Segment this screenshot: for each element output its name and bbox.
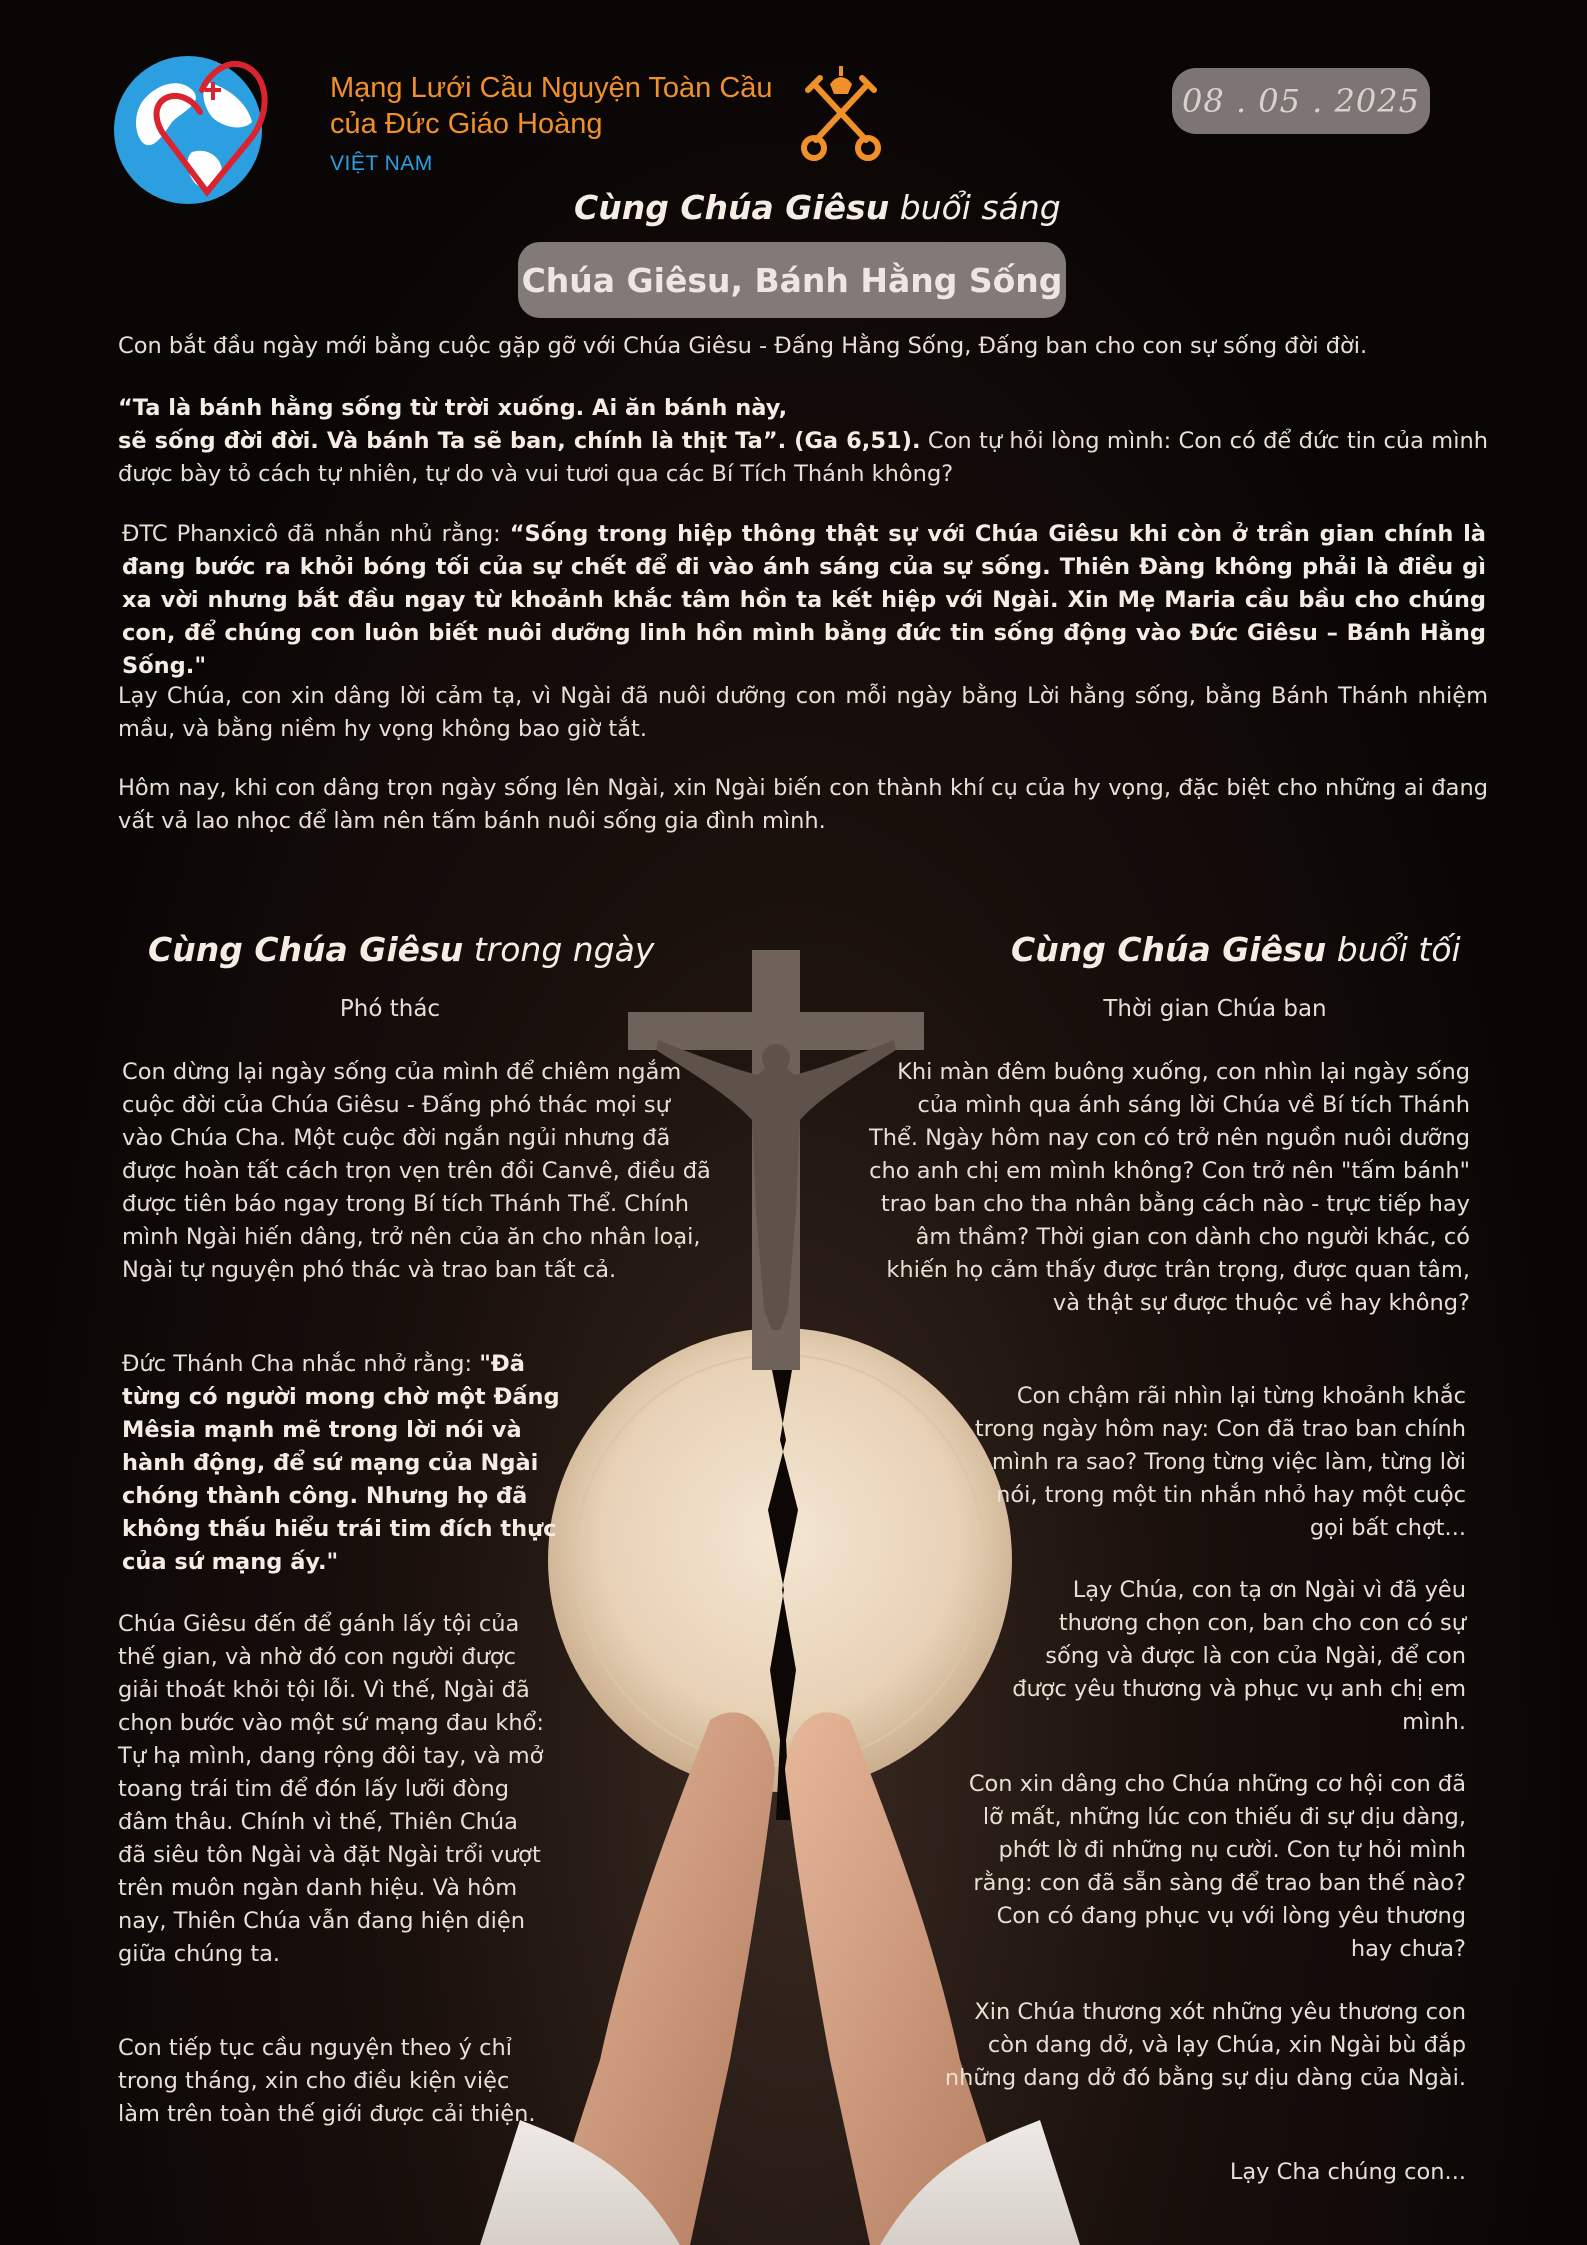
- morning-pope-quote: “Sống trong hiệp thông thật sự với Chúa Giêsu khi còn ở trần gian chính là đang bước ra khỏi bóng tối của sự chết để đi vào ánh sáng của sự sống. Thiên Đàng không phải là điều gì xa vời nhưng bắt đầu ngay từ khoảnh khắc tâm hồn ta kết hiệp với Ngài. Xin Mẹ Maria cầu bầu cho chúng con, để chúng con luôn biết nuôi dưỡng linh hồn mình bằng đức tin sống động vào Đức Giêsu – Bánh Hằng Sống.": [122, 521, 1486, 679]
- morning-pope-intro: ĐTC Phanxicô đã nhắn nhủ rằng:: [122, 521, 501, 547]
- day-p2-quote: "Đã từng có người mong chờ một Đấng Mêsia mạnh mẽ trong lời nói và hành động, để sứ mạng của Ngài chóng thành công. Nhưng họ đã không thấu hiểu trái tim đích thực của sứ mạng ấy.": [122, 1351, 560, 1575]
- morning-intro: Con bắt đầu ngày mới bằng cuộc gặp gỡ với Chúa Giêsu - Đấng Hằng Sống, Đấng ban cho con sự sống đời đời.: [118, 333, 1368, 359]
- org-title-line2: của Đức Giáo Hoàng: [330, 108, 603, 140]
- day-p3: Chúa Giêsu đến để gánh lấy tội của thế gian, và nhờ đó con người được giải thoát khỏi tội lỗi. Vì thế, Ngài đã chọn bước vào một sứ mạng đau khổ: Tự hạ mình, dang rộng đôi tay, và mở toang trái tim để đón lấy lưỡi đòng đâm thâu. Chính vì thế, Thiên Chúa đã siêu tôn Ngài và đặt Ngài trổi vượt trên muôn ngàn danh hiệu. Và hôm nay, Thiên Chúa vẫn đang hiện diện giữa chúng ta.: [118, 1611, 544, 1967]
- evening-closing: Lạy Cha chúng con...: [1229, 2159, 1466, 2185]
- papal-keys-icon: [800, 66, 882, 162]
- org-title-line1: Mạng Lưới Cầu Nguyện Toàn Cầu: [330, 72, 773, 104]
- morning-prayer1: Lạy Chúa, con xin dâng lời cảm tạ, vì Ngài đã nuôi dưỡng con mỗi ngày bằng Lời hằng sống, bằng Bánh Thánh nhiệm mầu, và bằng niềm hy vọng không bao giờ tắt.: [118, 683, 1488, 742]
- day-p4: Con tiếp tục cầu nguyện theo ý chỉ trong tháng, xin cho điều kiện việc làm trên toàn thế giới được cải thiện.: [118, 2035, 536, 2127]
- day-subtitle: Phó thác: [339, 996, 441, 1022]
- day-p1: Con dừng lại ngày sống của mình để chiêm ngắm cuộc đời của Chúa Giêsu - Đấng phó thác mọi sự vào Chúa Cha. Một cuộc đời ngắn ngủi nhưng đã được hoàn tất cách trọn vẹn trên đồi Canvê, điều đã được tiên báo ngay trong Bí tích Thánh Thể. Chính mình Ngài hiến dâng, trở nên của ăn cho nhân loại, Ngài tự nguyện phó thác và trao ban tất cả.: [122, 1059, 711, 1283]
- theme-pill: Chúa Giêsu, Bánh Hằng Sống: [518, 242, 1066, 318]
- morning-prayer2: Hôm nay, khi con dâng trọn ngày sống lên Ngài, xin Ngài biến con thành khí cụ của hy vọng, đặc biệt cho những ai đang vất vả lao nhọc để làm nên tấm bánh nuôi sống gia đình mình.: [118, 775, 1488, 834]
- morning-heading: [574, 188, 1061, 227]
- evening-heading-bold: Cùng Chúa Giêsu: [1011, 930, 1327, 969]
- day-heading: [148, 930, 654, 969]
- day-p2-intro: Đức Thánh Cha nhắc nhở rằng:: [122, 1351, 473, 1377]
- evening-p3: Lạy Chúa, con tạ ơn Ngài vì đã yêu thương chọn con, ban cho con có sự sống và được là con của Ngài, để con được yêu thương và phục vụ anh chị em mình.: [1012, 1577, 1466, 1735]
- morning-quote-after: Con tự hỏi lòng mình: Con có để đức tin của mình được bày tỏ cách tự nhiên, tự do và vui tươi qua các Bí Tích Thánh không?: [118, 428, 1488, 487]
- morning-heading-bold: Cùng Chúa Giêsu: [574, 188, 890, 227]
- evening-p5: Xin Chúa thương xót những yêu thương con còn dang dở, và lạy Chúa, xin Ngài bù đắp những dang dở đó bằng sự dịu dàng của Ngài.: [944, 1999, 1466, 2091]
- evening-heading-rest: buổi tối: [1336, 930, 1461, 969]
- globe-heart-logo: [112, 42, 284, 214]
- morning-pope-paragraph: [122, 518, 1486, 683]
- morning-quote-line1: “Ta là bánh hằng sống từ trời xuống. Ai ăn bánh này,: [118, 395, 788, 421]
- org-country: VIỆT NAM: [330, 152, 433, 175]
- evening-p1: Khi màn đêm buông xuống, con nhìn lại ngày sống của mình qua ánh sáng lời Chúa về Bí tích Thánh Thể. Ngày hôm nay con có trở nên nguồn nuôi dưỡng cho anh chị em mình không? Con trở nên "tấm bánh" trao ban cho tha nhân bằng cách nào - trực tiếp hay âm thầm? Thời gian con dành cho người khác, có khiến họ cảm thấy được trân trọng, được quan tâm, và thật sự được thuộc về hay không?: [869, 1059, 1470, 1316]
- org-title: [330, 70, 773, 142]
- day-p2: [122, 1348, 562, 1579]
- day-heading-bold: Cùng Chúa Giêsu: [148, 930, 464, 969]
- date-badge: 08 . 05 . 2025: [1172, 68, 1430, 134]
- evening-subtitle: Thời gian Chúa ban: [1103, 996, 1327, 1022]
- day-heading-rest: trong ngày: [473, 930, 655, 969]
- evening-heading: [1011, 930, 1461, 969]
- morning-heading-rest: buổi sáng: [899, 188, 1061, 227]
- morning-quote-paragraph: [118, 392, 1488, 491]
- evening-p2: Con chậm rãi nhìn lại từng khoảnh khắc trong ngày hôm nay: Con đã trao ban chính mình ra sao? Trong từng việc làm, từng lời nói, trong một tin nhắn nhỏ hay một cuộc gọi bất chợt...: [974, 1383, 1466, 1541]
- morning-quote-line2: sẽ sống đời đời. Và bánh Ta sẽ ban, chính là thịt Ta”. (Ga 6,51).: [118, 428, 921, 454]
- evening-p4: Con xin dâng cho Chúa những cơ hội con đã lỡ mất, những lúc con thiếu đi sự dịu dàng, phớt lờ đi những nụ cười. Con tự hỏi mình rằng: con đã sẵn sàng để trao ban thế nào? Con có đang phục vụ với lòng yêu thương hay chưa?: [968, 1771, 1466, 1962]
